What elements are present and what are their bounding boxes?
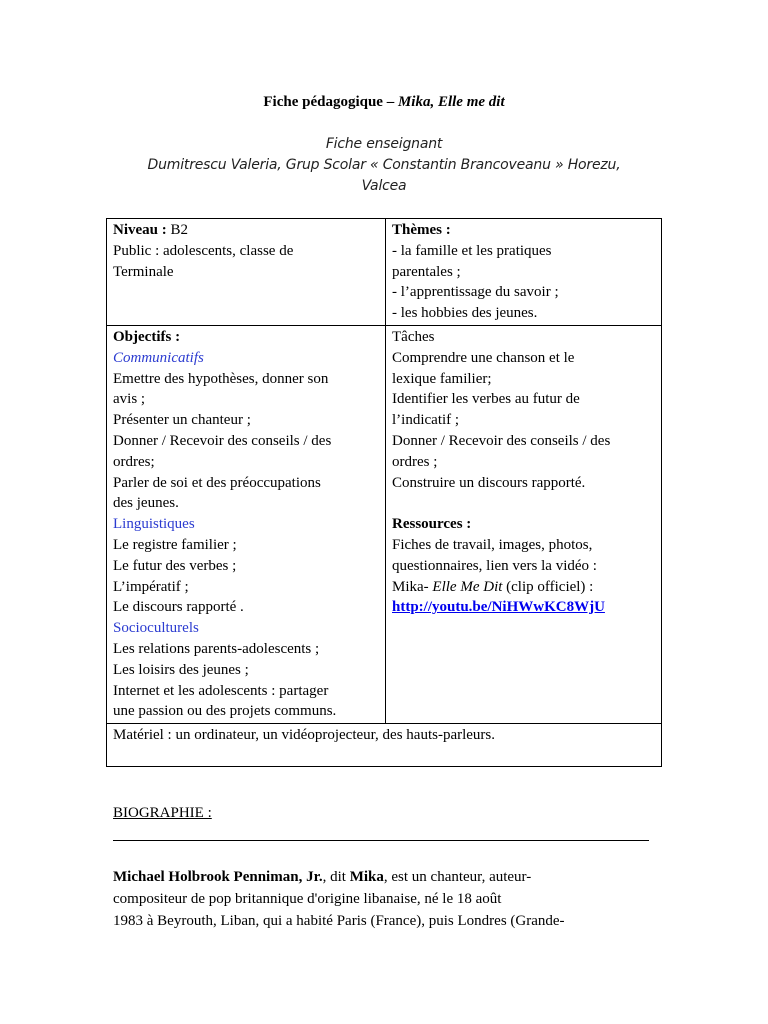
bio-line-3: 1983 à Beyrouth, Liban, qui a habité Paris (France), puis Londres (Grande- — [113, 913, 565, 929]
linguistiques-item: Le registre familier ; — [113, 536, 237, 553]
taches-item: Donner / Recevoir des conseils / des — [392, 432, 611, 449]
taches-item: Construire un discours rapporté. — [392, 474, 586, 491]
ressources-line-2: questionnaires, lien vers la vidéo : — [392, 557, 597, 574]
linguistiques-item: L’impératif ; — [113, 578, 189, 595]
linguistiques-item: Le futur des verbes ; — [113, 557, 237, 574]
socioculturels-item: une passion ou des projets communs. — [113, 703, 337, 720]
taches-cell — [386, 325, 662, 723]
biographie-heading: BIOGRAPHIE : — [113, 805, 212, 821]
title-main: Fiche pédagogique – — [263, 94, 398, 110]
biographie-text — [113, 866, 653, 932]
spacer — [392, 493, 655, 514]
bio-text-b: , est un chanteur, auteur- — [383, 869, 532, 885]
bio-line-2: compositeur de pop britannique d'origine libanaise, né le 18 août — [113, 891, 502, 907]
bio-mika: Mika — [349, 869, 384, 885]
objectifs-label: Objectifs : — [113, 328, 181, 345]
table-row-materiel — [107, 724, 662, 767]
materiel-text: Matériel : un ordinateur, un vidéoprojecteur, des hauts-parleurs. — [113, 727, 496, 744]
taches-item: l’indicatif ; — [392, 412, 460, 429]
taches-item: Identifier les verbes au futur de — [392, 391, 580, 408]
themes-item: - les hobbies des jeunes. — [392, 305, 538, 322]
themes-item: parentales ; — [392, 263, 461, 280]
taches-item: Comprendre une chanson et le — [392, 349, 575, 366]
materiel-cell — [107, 724, 662, 767]
table-row-objectifs — [107, 325, 662, 723]
page-title — [0, 94, 768, 111]
bio-line-1 — [113, 866, 653, 888]
divider — [113, 840, 649, 841]
public-line-2: Terminale — [113, 263, 174, 280]
subtitle: Fiche enseignant — [325, 136, 443, 152]
socioculturels-item: Internet et les adolescents : partager — [113, 682, 329, 699]
author-line-1: Dumitrescu Valeria, Grup Scolar « Constantin Brancoveanu » Horezu, — [147, 157, 621, 173]
table-row-niveau — [107, 219, 662, 326]
ressources-line-1: Fiches de travail, images, photos, — [392, 536, 593, 553]
communicatifs-item: avis ; — [113, 391, 146, 408]
socioculturels-label: Socioculturels — [113, 620, 199, 637]
objectifs-cell — [107, 325, 386, 723]
author-line-2: Valcea — [361, 178, 407, 194]
ressources-line-3 — [392, 577, 655, 598]
themes-label: Thèmes : — [392, 222, 451, 238]
niveau-value: B2 — [166, 222, 189, 238]
communicatifs-item: Présenter un chanteur ; — [113, 412, 251, 429]
communicatifs-item: Emettre des hypothèses, donner son — [113, 370, 329, 387]
communicatifs-item: Donner / Recevoir des conseils / des — [113, 432, 332, 449]
communicatifs-item: ordres; — [113, 453, 155, 470]
taches-item: lexique familier; — [392, 370, 492, 387]
ressources-mika: Mika- — [392, 578, 433, 595]
niveau-line — [113, 220, 379, 241]
ressources-label: Ressources : — [392, 516, 472, 533]
communicatifs-item: Parler de soi et des préoccupations — [113, 474, 321, 491]
ressources-clip: (clip officiel) : — [502, 578, 594, 595]
themes-cell — [386, 219, 662, 326]
communicatifs-item: des jeunes. — [113, 495, 179, 512]
linguistiques-item: Le discours rapporté . — [113, 599, 244, 616]
niveau-label: Niveau : — [113, 222, 167, 238]
lesson-table — [106, 218, 662, 767]
niveau-cell — [107, 219, 386, 326]
title-song: Mika, Elle me dit — [397, 94, 505, 110]
socioculturels-item: Les relations parents-adolescents ; — [113, 640, 320, 657]
taches-item: ordres ; — [392, 453, 438, 470]
video-link[interactable]: http://youtu.be/NiHWwKC8WjU — [392, 599, 605, 616]
bio-full-name: Michael Holbrook Penniman, Jr. — [113, 869, 323, 885]
themes-item: - l’apprentissage du savoir ; — [392, 284, 559, 301]
public-line-1: Public : adolescents, classe de — [113, 242, 294, 259]
themes-item: - la famille et les pratiques — [392, 242, 552, 259]
ressources-song-title: Elle Me Dit — [432, 578, 503, 595]
communicatifs-label: Communicatifs — [113, 349, 204, 366]
bio-text-a: , dit — [322, 869, 350, 885]
taches-label: Tâches — [392, 328, 435, 345]
socioculturels-item: Les loisirs des jeunes ; — [113, 661, 249, 678]
linguistiques-label: Linguistiques — [113, 516, 195, 533]
